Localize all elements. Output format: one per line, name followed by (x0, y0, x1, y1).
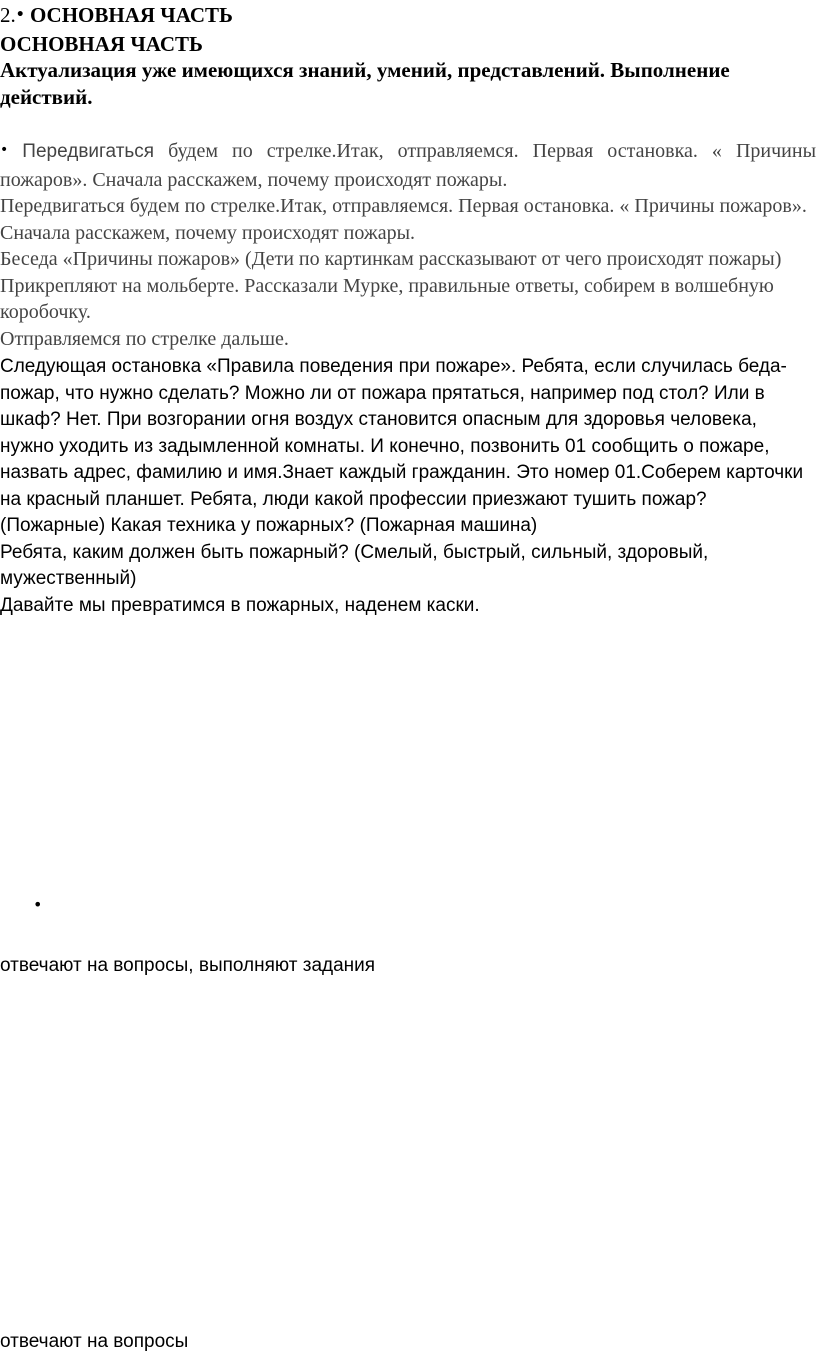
intro-first-rest: будем по стрелке.Итак, отправляемся. Первая остановка. « Причины пожаров». Сначала расскажем, почему происходят пожары. (0, 140, 816, 191)
intro-first-word: Передвигаться (22, 141, 155, 162)
intro-block (0, 138, 816, 352)
helmets-paragraph: Давайте мы превратимся в пожарных, наденем каски. (0, 594, 480, 616)
bullet-icon: • (0, 142, 9, 158)
section-heading (0, 2, 816, 57)
rules-paragraph: Следующая остановка «Правила поведения при пожаре». Ребята, если случилась беда- пожар, что нужно сделать? Можно ли от пожара прятаться, например под стол? Или в шкаф? Нет. При возгорании огня воздух становится опасным для здоровья человека, нужно уходить из задымленной комнаты. И конечно, позвонить 01 сообщить о пожаре, назвать адрес, фамилию и имя.Знает каждый гражданин. Это номер 01.Соберем карточки на красный планшет. Ребята, люди какой профессии приезжают тушить пожар? (Пожарные) Какая техника у пожарных? (Пожарная машина) (0, 356, 804, 536)
bullet-icon: • (15, 7, 25, 23)
intro-first-paragraph (0, 138, 816, 193)
section-heading-line (0, 2, 816, 31)
section-subtitle: Актуализация уже имеющихся знаний, умений, представлений. Выполнение действий. (0, 58, 730, 109)
intro-discussion-paragraph: Беседа «Причины пожаров» (Дети по картинкам рассказывают от чего происходят пожары) Прикрепляют на мольберте. Рассказали Мурке, правильные ответы, собирем в волшебную коробочку. (0, 248, 782, 323)
firefighter-question: Ребята, каким должен быть пожарный? (Смелый, быстрый, сильный, здоровый, мужественный) (0, 541, 709, 589)
bullet-icon: • (33, 895, 43, 914)
section-number: 2. (0, 3, 16, 27)
intro-repeat-paragraph: Передвигаться будем по стрелке.Итак, отправляемся. Первая остановка. « Причины пожаров». Сначала расскажем, почему происходят пожары. (0, 195, 807, 244)
main-block (0, 354, 816, 619)
section-title-repeat: ОСНОВНАЯ ЧАСТЬ (0, 32, 203, 56)
intro-move-on: Отправляемся по стрелке дальше. (0, 327, 289, 350)
children-answer-1: отвечают на вопросы, выполняют задания (0, 955, 376, 976)
children-answer-2: отвечают на вопросы (0, 1331, 189, 1352)
section-title: ОСНОВНАЯ ЧАСТЬ (29, 3, 233, 27)
